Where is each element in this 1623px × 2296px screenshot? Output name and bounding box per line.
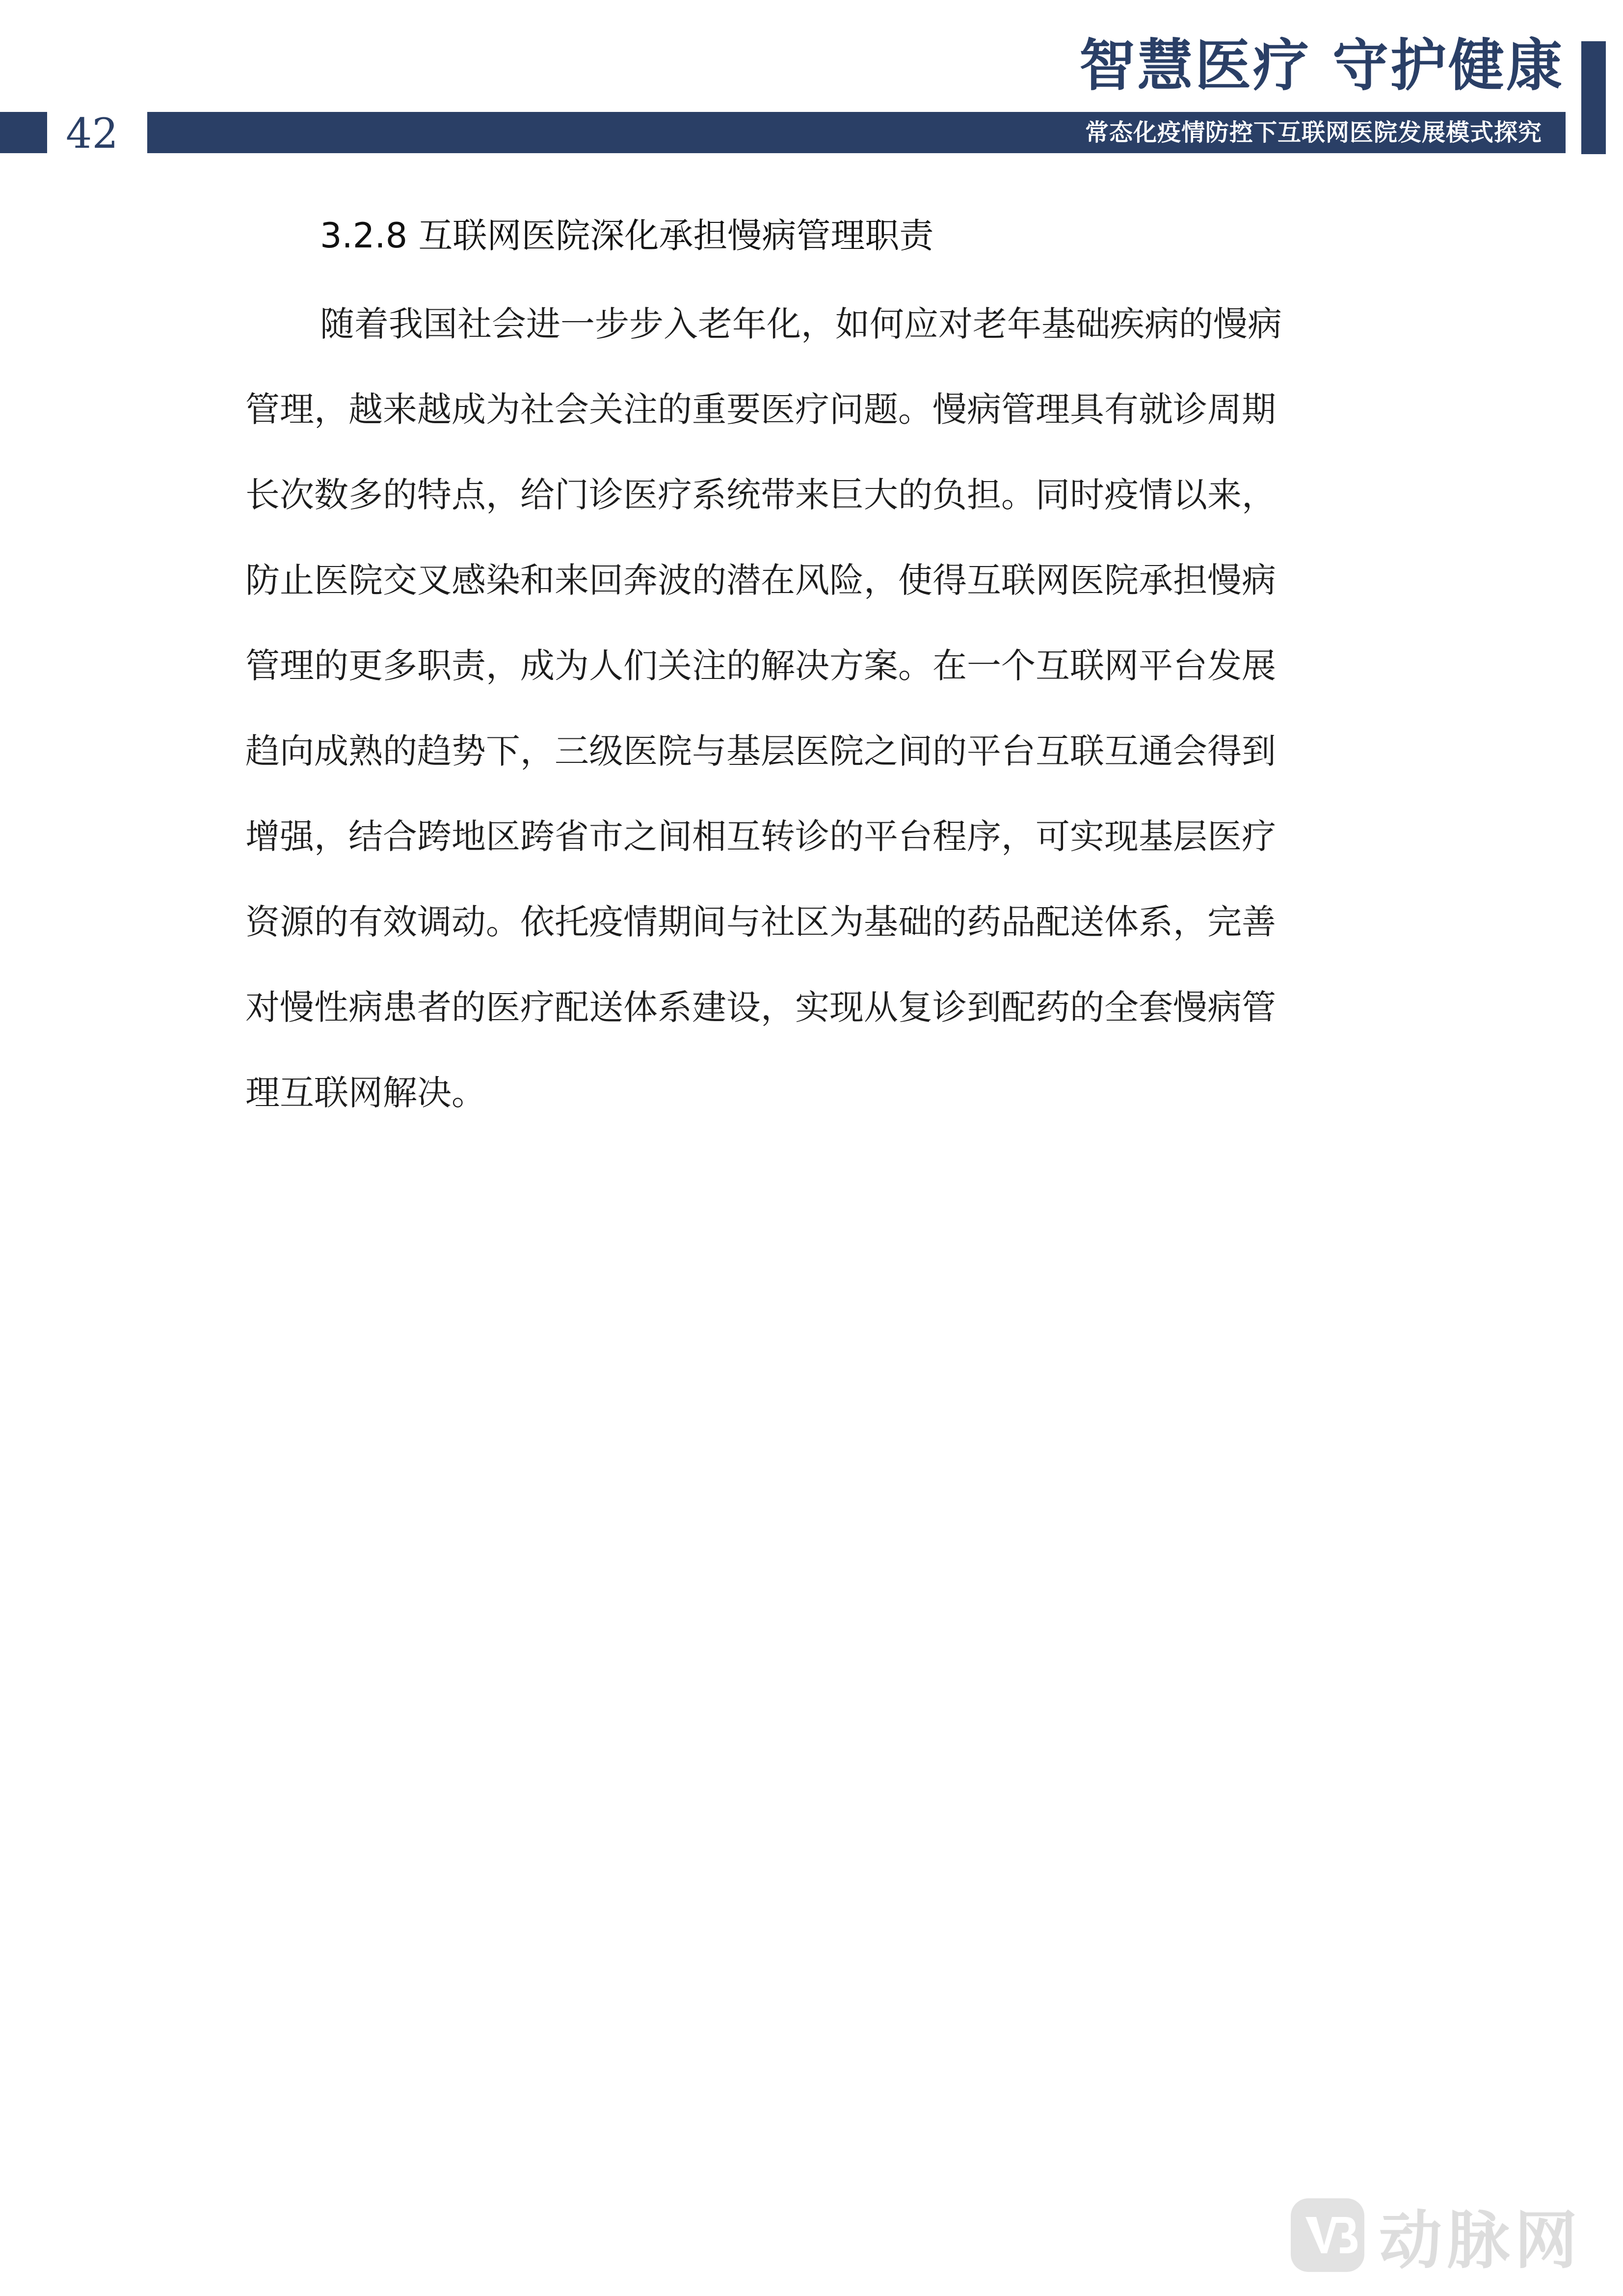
header-title <box>1079 28 1564 102</box>
page-number-accent-bar <box>0 112 47 153</box>
watermark-text: 动脉网 <box>1379 2204 1583 2277</box>
body-line: 管理，越来越成为社会关注的重要医疗问题。慢病管理具有就诊周期 <box>245 389 1276 430</box>
body-line: 管理的更多职责，成为人们关注的解决方案。在一个互联网平台发展 <box>245 646 1276 686</box>
header-title-part1: 智慧医疗 <box>1079 32 1311 98</box>
body-line: 长次数多的特点，给门诊医疗系统带来巨大的负担。同时疫情以来， <box>245 475 1276 515</box>
right-edge-accent-bar <box>1581 41 1606 154</box>
header-title-part2: 守护健康 <box>1332 32 1564 98</box>
body-line: 随着我国社会进一步步入老年化，如何应对老年基础疾病的慢病 <box>320 304 1282 344</box>
body-line: 防止医院交叉感染和来回奔波的潜在风险，使得互联网医院承担慢病 <box>245 560 1276 600</box>
page-number: 42 <box>66 109 118 158</box>
body-line: 资源的有效调动。依托疫情期间与社区为基础的药品配送体系，完善 <box>245 902 1276 942</box>
header-subtitle: 常态化疫情防控下互联网医院发展模式探究 <box>1085 119 1542 146</box>
section-heading: 3.2.8 互联网医院深化承担慢病管理职责 <box>320 216 934 256</box>
body-line: 增强，结合跨地区跨省市之间相互转诊的平台程序，可实现基层医疗 <box>245 816 1276 857</box>
watermark <box>1291 2193 1582 2277</box>
vb-logo-icon <box>1291 2198 1364 2272</box>
body-paragraph <box>245 292 1379 1146</box>
body-line: 趋向成熟的趋势下，三级医院与基层医院之间的平台互联互通会得到 <box>245 731 1276 771</box>
body-line: 理互联网解决。 <box>245 1073 486 1113</box>
header-band <box>147 112 1566 153</box>
body-line: 对慢性病患者的医疗配送体系建设，实现从复诊到配药的全套慢病管 <box>245 987 1276 1027</box>
